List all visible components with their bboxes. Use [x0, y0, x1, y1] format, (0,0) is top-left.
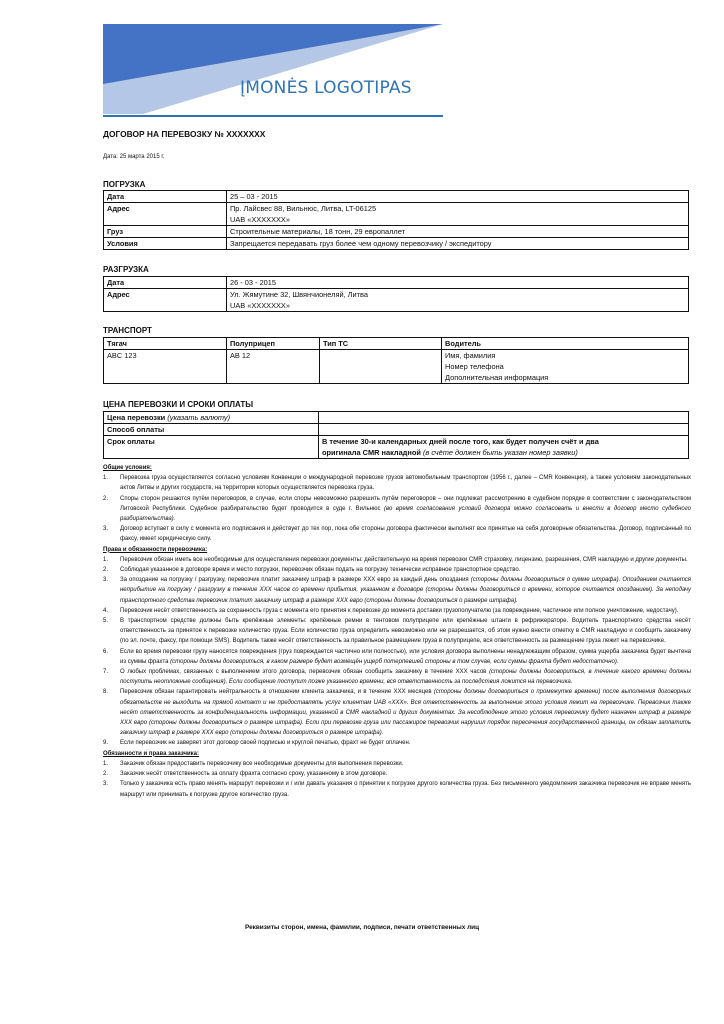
general-conditions-heading: Общие условия: [103, 465, 152, 471]
loading-address-line1: Пр. Лайсвес 88, Вильнюс, Литва, LT-06125 [230, 204, 377, 213]
list-item-number: 7. [103, 669, 109, 676]
list-item [103, 575, 691, 606]
loading-table [103, 190, 689, 250]
list-item-text: Договор вступает в силу с момента его подписания и действует до тех пор, пока обе стороны договора фактически выполнят все принятые на себя договорные обязательства. Договор, подписанный по факсу, имеет юридическую силу. [120, 526, 691, 543]
table-row [104, 203, 689, 226]
document-date: Дата: 25 марта 2015 г. [103, 154, 165, 160]
table-row [104, 226, 689, 238]
general-conditions-list [103, 473, 691, 544]
signatures-footer: Реквизиты сторон, имена, фамилии, подписи, печати ответственных лиц [245, 924, 479, 931]
transport-driver-value [442, 350, 689, 384]
transport-tractor-value: ABC 123 [104, 350, 227, 384]
list-item-note: (стороны должны договориться о сумме штрафа). Опозданием считается неприбытие на погрузку / разгрузку в течение XXX часов со времени прибытия, указанном в договоре (стороны должны договориться о времени, которое считается опозданием). За неподачу транспортного средства перевозчик платит заказчику штраф в размере XXX евро (стороны должны договориться о размере штрафа). [120, 577, 692, 604]
unloading-date-label: Дата [104, 277, 227, 289]
transport-header-vehicle-type: Тип ТС [320, 338, 442, 350]
transport-vehicle-type-value [320, 350, 442, 384]
payment-term-label: Срок оплаты [104, 436, 319, 459]
list-item-number: 3. [103, 577, 109, 584]
list-item-number: 1. [103, 760, 109, 767]
list-item-text: Если перевозчик не заверяет этот договор своей подписью и круглой печатью, фрахт не будет оплачен. [120, 740, 411, 747]
price-label: Цена перевозки [107, 413, 166, 422]
list-item-text: За опоздание на погрузку / разгрузку, перевозчик платит заказчику штраф в размере XXX евро за каждый день опоздания [120, 577, 469, 584]
list-item [103, 647, 691, 667]
payment-term-value [319, 436, 689, 459]
payment-method-value [319, 424, 689, 436]
payment-method-label: Способ оплаты [104, 424, 319, 436]
list-item [103, 565, 691, 575]
list-item [103, 524, 691, 544]
loading-cargo-label: Груз [104, 226, 227, 238]
driver-phone: Номер телефона [445, 362, 504, 371]
list-item-number: 8. [103, 689, 109, 696]
loading-address-label: Адрес [104, 203, 227, 226]
list-item-number: 3. [103, 781, 109, 788]
list-item [103, 779, 691, 799]
loading-address-line2: UAB «XXXXXXX» [230, 215, 290, 224]
header-banner [103, 24, 443, 114]
driver-info: Дополнительная информация [445, 373, 549, 382]
list-item-note: (стороны должны договориться, в каком размере будет возмещён ущерб потерпевшей стороны в том случае, если суммы фрахта будет недостаточно). [170, 658, 619, 665]
table-row [104, 436, 689, 459]
table-row [104, 277, 689, 289]
list-item-number: 1. [103, 556, 109, 563]
list-item [103, 759, 691, 769]
list-item-text: В транспортном средстве должны быть крепёжные элементы: крепёжные ремни в тентовом полуприцепе или крепёжные штанги в рефрижераторе. Водитель транспортного средства несёт ответственность за принятое к перевозке количество груза. Если количество груза определить невозможно или не разрешается, об этом нужно внести отметку в CMR накладную и сообщить заказчику (по эл. почте, факсу, при помощи SMS). Водитель также несёт ответственность за правильное размещение груза в полуприцепе, вся ответственность за размещение груза лежит на перевозчике. [120, 618, 691, 645]
unloading-address-label: Адрес [104, 289, 227, 312]
list-item-number: 5. [103, 618, 109, 625]
list-item-number: 6. [103, 648, 109, 655]
list-item-number: 2. [103, 771, 109, 778]
list-item-text: Перевозчик обязан иметь все необходимые для осуществления перевозки документы: действительную на время перевозки CMR страховку, лицензию, разрешения, CMR накладную и другие документы. [120, 556, 688, 563]
list-item-text: О любых проблемах, связанных с выполнением этого договора, перевозчик обязан сообщить заказчику в течение XXX часов [120, 669, 487, 676]
payment-table [103, 411, 689, 459]
unloading-date-value: 26 - 03 - 2015 [227, 277, 689, 289]
unloading-section-title: РАЗГРУЗКА [103, 265, 149, 274]
list-item-number: 2. [103, 495, 109, 502]
list-item-number: 1. [103, 475, 109, 482]
list-item-text: Только у заказчика есть право менять маршрут перевозки и / или давать указания о принятии к погрузке другого количества груза. Без письменного уведомления заказчика перевозчик не вправе менять маршрут или принимать к погрузке другое количество груза. [120, 781, 691, 798]
list-item [103, 555, 691, 565]
transport-table [103, 337, 689, 384]
transport-header-driver: Водитель [442, 338, 689, 350]
payment-section-title: ЦЕНА ПЕРЕВОЗКИ И СРОКИ ОПЛАТЫ [103, 400, 254, 409]
list-item-note: (стороны должны договориться о промежутке времени) после выполнения договорных обязательств не выходить на прямой контакт и не предоставлять услуг клиентам UAB «XXX». Вся ответственность за выполнение этого условия лежит на перевозчике. Перевозчик также несёт ответственность за конфиденциальность информации, указанной в CMR накладной и других документах. За несоблюдение этого условия перевозчику будет назначен штраф в размере XXX евро (стороны должны договориться о размере штрафа). Если при перевозке груза или пассажиров перевозчик нарушил порядок пересечения государственной границы, он обязан заплатить заказчику штраф в размере XXX евро (стороны должны договориться о размере штрафа). [120, 689, 691, 737]
table-row [104, 289, 689, 312]
table-row [104, 412, 689, 424]
list-item-text: Перевозка груза осуществляется согласно условиям Конвенции о международной перевозке грузов автомобильным транспортом (1956 г., далее – CMR Конвенция), а также условиям законодательных актов Литвы и других государств, на территории которых осуществляется перевозка груза. [120, 475, 691, 492]
loading-cargo-value: Строительные материалы, 18 тонн, 29 европаллет [227, 226, 689, 238]
unloading-table [103, 276, 689, 312]
list-item-number: 4. [103, 607, 109, 614]
list-item-text: Заказчик несёт ответственность за оплату фрахта согласно сроку, указанному в этом договоре. [120, 771, 388, 778]
transport-section-title: ТРАНСПОРТ [103, 326, 152, 335]
list-item-text: Перевозчик несёт ответственность за сохранность груза с момента его принятия к перевозке до момента доставки грузополучателю (за повреждение, частичное или полное уничтожение, недостачу). [120, 607, 679, 614]
list-item-text: Соблюдая указанное в договоре время и место погрузки, перевозчик обязан подать на погрузку технически исправное транспортное средство. [120, 567, 521, 574]
document-title: ДОГОВОР НА ПЕРЕВОЗКУ № XXXXXXX [103, 129, 266, 139]
table-row [104, 191, 689, 203]
table-row [104, 424, 689, 436]
carrier-rights-heading: Права и обязанности перевозчика: [103, 546, 208, 553]
loading-date-label: Дата [104, 191, 227, 203]
list-item [103, 769, 691, 779]
unloading-address-line2: UAB «XXXXXXX» [230, 301, 290, 310]
list-item-number: 2. [103, 567, 109, 574]
unloading-address-line1: Ул. Жямутине 32, Швянчионеляй, Литва [230, 290, 368, 299]
table-row [104, 350, 689, 384]
list-item [103, 494, 691, 525]
list-item [103, 606, 691, 616]
unloading-address-value [227, 289, 689, 312]
transport-trailer-value: AB 12 [227, 350, 320, 384]
list-item-note: (стороны должны договориться, в течение какого времени должны поступить неотложные сообщения). Если сообщение поступит позже указанного времени, вся ответственность за последствия ложится на перевозчика. [120, 669, 692, 686]
driver-name: Имя, фамилия [445, 351, 496, 360]
list-item-text: Заказчик обязан предоставить перевозчику все необходимые документы для выполнения перевозки. [120, 760, 404, 767]
loading-address-value [227, 203, 689, 226]
customer-rights-heading: Обязанности и права заказчика: [103, 750, 200, 757]
logo-underline [103, 115, 443, 117]
list-item-text: Споры сторон решаются путём переговоров, в случае, если споры невозможно разрешить путём переговоров – они подлежат рассмотрению в судебном порядке в соответствии с законодательством Литовской Республики. Судебное разбирательство будет проводится в суде г. Вильнюс [120, 495, 691, 512]
terms-section [103, 463, 691, 800]
loading-conditions-value: Запрещается передавать груз более чем одному перевозчику / экспедитору [227, 238, 689, 250]
payment-term-line2: оригинала CMR накладной [322, 448, 421, 457]
payment-term-line2-wrap [322, 447, 685, 458]
list-item [103, 473, 691, 493]
payment-term-line1: В течение 30-и календарных дней после того, как будет получен счёт и два [322, 437, 599, 446]
payment-term-note: (в счёте должен быть указан номер заявки) [422, 448, 578, 457]
list-item [103, 616, 691, 647]
loading-section-title: ПОГРУЗКА [103, 180, 146, 189]
list-item-number: 9. [103, 740, 109, 747]
transport-header-tractor: Тягач [104, 338, 227, 350]
list-item-number: 3. [103, 526, 109, 533]
table-row [104, 238, 689, 250]
price-value [319, 412, 689, 424]
price-label-cell [104, 412, 319, 424]
transport-header-trailer: Полуприцеп [227, 338, 320, 350]
carrier-rights-list [103, 555, 691, 749]
list-item [103, 738, 691, 748]
customer-rights-list [103, 759, 691, 800]
loading-conditions-label: Условия [104, 238, 227, 250]
company-logo: ĮMONĖS LOGOTIPAS [240, 78, 412, 98]
loading-date-value: 25 – 03 - 2015 [227, 191, 689, 203]
list-item [103, 687, 691, 738]
price-note: (указать валюту) [167, 413, 231, 422]
list-item-text: Если во время перевозки грузу наносятся повреждения (груз повреждается частично или полностью), или условия договора выполнены ненадлежащим образом, сумма ущерба заказчика будет вычтена из суммы фрахта [120, 648, 691, 665]
list-item-note: (во время согласования условий договора можно согласовать и внести в договор место судебного разбирательства). [120, 505, 691, 523]
table-row [104, 338, 689, 350]
list-item [103, 667, 691, 687]
list-item-text: Перевозчик обязан гарантировать нейтральность в отношении клиента заказчика, и в течение XXX месяцев [120, 689, 432, 696]
